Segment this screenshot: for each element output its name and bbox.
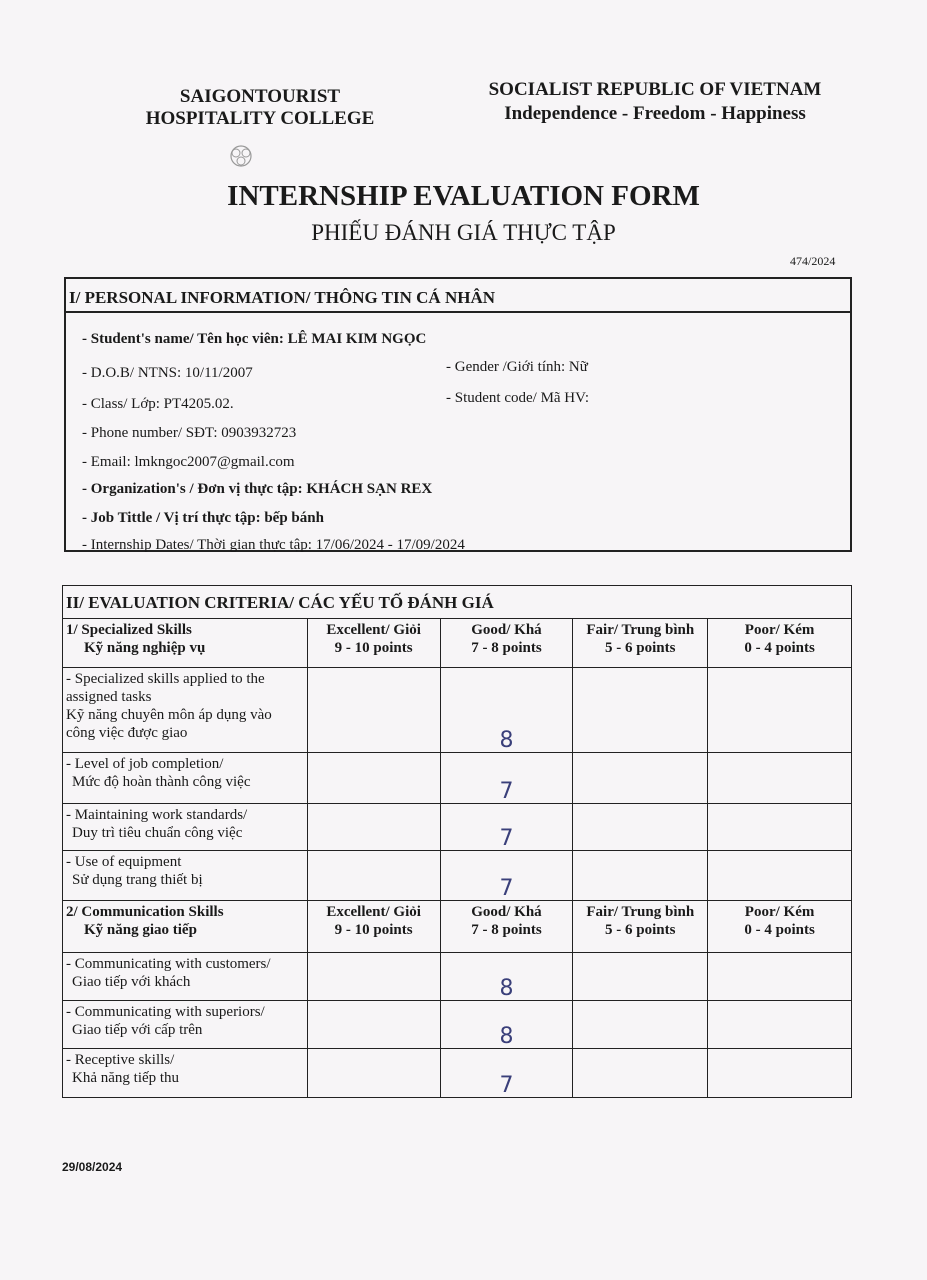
- criterion-en: - Communicating with customers/: [66, 956, 271, 972]
- school-name: [130, 86, 390, 130]
- score-cell-poor[interactable]: [708, 804, 852, 851]
- score-cell-good[interactable]: [440, 753, 573, 804]
- criterion-vi: Kỹ năng chuyên môn áp dụng vào công việc được giao: [66, 707, 272, 741]
- criterion-en: - Receptive skills/: [66, 1052, 175, 1068]
- score-cell-poor[interactable]: [708, 851, 852, 901]
- class: - Class/ Lớp: PT4205.02.: [82, 396, 234, 412]
- form-subtitle: PHIẾU ĐÁNH GIÁ THỰC TẬP: [311, 220, 616, 245]
- criterion-en: - Maintaining work standards/: [66, 807, 248, 823]
- evaluation-table: [62, 585, 852, 1098]
- score-cell-good[interactable]: [440, 804, 573, 851]
- score-cell-fair[interactable]: [573, 1001, 708, 1049]
- score-cell-good[interactable]: [440, 851, 573, 901]
- score-cell-fair[interactable]: [573, 953, 708, 1001]
- handwritten-score: 8: [499, 976, 514, 1001]
- column-label: Excellent/ Giỏi: [326, 904, 421, 920]
- student-code: - Student code/ Mã HV:: [446, 390, 590, 406]
- score-cell-excellent[interactable]: [307, 851, 440, 901]
- score-cell-poor[interactable]: [708, 1001, 852, 1049]
- criterion-row: [63, 953, 852, 1001]
- heading-text: I/ PERSONAL INFORMATION/ THÔNG TIN CÁ NHÂN: [69, 288, 495, 307]
- rating-column-header: [573, 901, 708, 953]
- criterion-vi: Giao tiếp với cấp trên: [72, 1022, 203, 1038]
- personal-info-heading: [66, 279, 850, 313]
- score-cell-fair[interactable]: [573, 804, 708, 851]
- handwritten-score: 8: [499, 728, 514, 753]
- score-cell-good[interactable]: [440, 1049, 573, 1098]
- country-motto: [470, 78, 840, 126]
- score-cell-excellent[interactable]: [307, 753, 440, 804]
- gender: - Gender /Giới tính: Nữ: [446, 359, 588, 375]
- score-cell-good[interactable]: [440, 953, 573, 1001]
- rating-column-header: [440, 901, 573, 953]
- group-title-en: 1/ Specialized Skills: [66, 622, 192, 638]
- criterion-row: [63, 851, 852, 901]
- column-label: Good/ Khá: [471, 904, 542, 920]
- score-cell-fair[interactable]: [573, 753, 708, 804]
- criterion-label: [63, 1049, 308, 1098]
- group-title-vi: Kỹ năng giao tiếp: [84, 922, 197, 938]
- country-line-2: Independence - Freedom - Happiness: [504, 103, 806, 124]
- email: - Email: lmkngoc2007@gmail.com: [82, 454, 295, 470]
- criterion-en: - Specialized skills applied to the assigned tasks: [66, 671, 265, 705]
- criterion-row: [63, 1001, 852, 1049]
- column-points: 7 - 8 points: [471, 640, 542, 656]
- organization: - Organization's / Đơn vị thực tập: KHÁCH SẠN REX: [82, 481, 433, 497]
- criterion-label: [63, 1001, 308, 1049]
- criterion-en: - Level of job completion/: [66, 756, 224, 772]
- heading-text: II/ EVALUATION CRITERIA/ CÁC YẾU TỐ ĐÁNH GIÁ: [66, 593, 494, 612]
- criterion-vi: Sử dụng trang thiết bị: [72, 872, 203, 888]
- score-cell-poor[interactable]: [708, 668, 852, 753]
- group-header-row: [63, 901, 852, 953]
- criterion-label: [63, 668, 308, 753]
- rating-column-header: [307, 619, 440, 668]
- form-title: INTERNSHIP EVALUATION FORM: [227, 180, 700, 212]
- criterion-row: [63, 804, 852, 851]
- criterion-vi: Mức độ hoàn thành công việc: [72, 774, 251, 790]
- internship-dates: - Internship Dates/ Thời gian thực tập: 17/06/2024 - 17/09/2024: [82, 537, 465, 553]
- handwritten-score: 7: [499, 876, 514, 901]
- score-cell-excellent[interactable]: [307, 953, 440, 1001]
- rating-column-header: [708, 619, 852, 668]
- group-title: [63, 619, 308, 668]
- criterion-vi: Khả năng tiếp thu: [72, 1070, 180, 1086]
- score-cell-good[interactable]: [440, 1001, 573, 1049]
- column-points: 9 - 10 points: [334, 922, 413, 938]
- group-title: [63, 901, 308, 953]
- criterion-label: [63, 851, 308, 901]
- score-cell-poor[interactable]: [708, 953, 852, 1001]
- reference-number: 474/2024: [790, 254, 836, 268]
- group-header-row: [63, 619, 852, 668]
- criterion-vi: Giao tiếp với khách: [72, 974, 191, 990]
- column-label: Fair/ Trung bình: [586, 622, 695, 638]
- handwritten-score: 7: [499, 826, 514, 851]
- column-points: 7 - 8 points: [471, 922, 542, 938]
- handwritten-score: 8: [499, 1024, 514, 1049]
- criterion-en: - Use of equipment: [66, 854, 182, 870]
- score-cell-excellent[interactable]: [307, 804, 440, 851]
- rating-column-header: [708, 901, 852, 953]
- column-label: Poor/ Kém: [744, 904, 815, 920]
- evaluation-heading: [63, 586, 852, 619]
- score-cell-excellent[interactable]: [307, 668, 440, 753]
- job-title: - Job Tittle / Vị trí thực tập: bếp bánh: [82, 510, 324, 526]
- criterion-row: [63, 668, 852, 753]
- column-label: Excellent/ Giỏi: [326, 622, 421, 638]
- score-cell-fair[interactable]: [573, 1049, 708, 1098]
- handwritten-score: 7: [499, 779, 514, 804]
- column-points: 5 - 6 points: [605, 640, 676, 656]
- phone: - Phone number/ SĐT: 0903932723: [82, 425, 297, 441]
- score-cell-good[interactable]: [440, 668, 573, 753]
- rating-column-header: [573, 619, 708, 668]
- handwritten-score: 7: [499, 1073, 514, 1098]
- score-cell-fair[interactable]: [573, 668, 708, 753]
- criterion-label: [63, 804, 308, 851]
- country-line-1: SOCIALIST REPUBLIC OF VIETNAM: [488, 79, 822, 100]
- criterion-vi: Duy trì tiêu chuẩn công việc: [72, 825, 243, 841]
- personal-info-section: [64, 277, 852, 552]
- column-label: Poor/ Kém: [744, 622, 815, 638]
- column-label: Fair/ Trung bình: [586, 904, 695, 920]
- group-title-en: 2/ Communication Skills: [66, 904, 224, 920]
- criterion-row: [63, 1049, 852, 1098]
- college-logo-icon: [224, 142, 258, 172]
- column-label: Good/ Khá: [471, 622, 542, 638]
- criterion-label: [63, 953, 308, 1001]
- school-line-1: SAIGONTOURIST: [179, 86, 341, 107]
- score-cell-fair[interactable]: [573, 851, 708, 901]
- criterion-label: [63, 753, 308, 804]
- score-cell-poor[interactable]: [708, 1049, 852, 1098]
- student-name: - Student's name/ Tên học viên: LÊ MAI KIM NGỌC: [82, 331, 427, 347]
- school-line-2: HOSPITALITY COLLEGE: [145, 108, 375, 129]
- criterion-en: - Communicating with superiors/: [66, 1004, 265, 1020]
- column-points: 0 - 4 points: [744, 640, 815, 656]
- rating-column-header: [440, 619, 573, 668]
- group-title-vi: Kỹ năng nghiệp vụ: [84, 640, 206, 656]
- score-cell-excellent[interactable]: [307, 1001, 440, 1049]
- rating-column-header: [307, 901, 440, 953]
- column-points: 9 - 10 points: [334, 640, 413, 656]
- criterion-row: [63, 753, 852, 804]
- column-points: 5 - 6 points: [605, 922, 676, 938]
- dob: - D.O.B/ NTNS: 10/11/2007: [82, 365, 253, 381]
- print-date: 29/08/2024: [62, 1160, 123, 1174]
- column-points: 0 - 4 points: [744, 922, 815, 938]
- score-cell-poor[interactable]: [708, 753, 852, 804]
- score-cell-excellent[interactable]: [307, 1049, 440, 1098]
